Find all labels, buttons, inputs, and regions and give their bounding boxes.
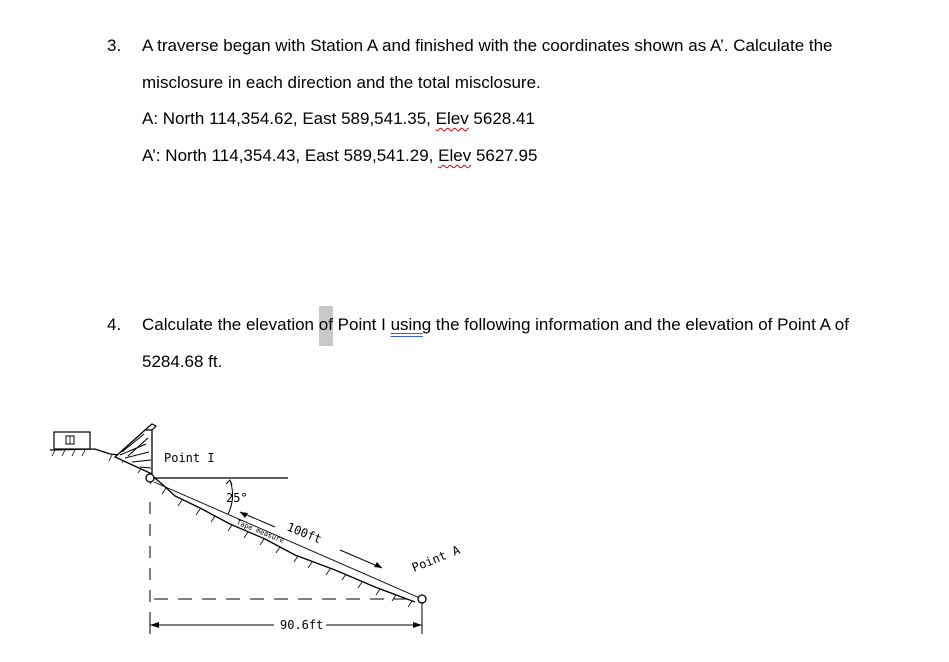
q4-highlight-of: of [319, 306, 333, 346]
slope-diagram [50, 412, 463, 642]
q3-station-a-prime-elev-value: 5627.95 [471, 146, 538, 165]
building-icon [54, 432, 90, 449]
q3-station-a-coords: A: North 114,354.62, East 589,541.35, [142, 109, 436, 128]
q4-text-part1: Calculate the elevation [142, 315, 319, 334]
ground-hatching [52, 450, 412, 607]
horizontal-distance-label: 90.6ft [280, 618, 324, 632]
q4-text-line2: 5284.68 ft. [142, 352, 223, 371]
q3-station-a-prime [142, 146, 537, 166]
point-a-label: Point A [409, 542, 463, 575]
slope-line [154, 482, 422, 599]
point-i-marker [146, 474, 154, 482]
q3-text-line1: A traverse began with Station A and finished with the coordinates shown as A’. Calculate the [142, 36, 833, 55]
q3-text-line2: misclosure in each direction and the total misclosure. [142, 73, 541, 92]
point-a-marker [418, 595, 426, 603]
q4-text-part2: Point I [332, 315, 391, 334]
q4-text-line1 [142, 315, 849, 335]
q3-station-a-elev-word: Elev [435, 109, 469, 128]
scaffold-structure [115, 424, 156, 474]
q3-station-a-prime-elev-word: Elev [438, 146, 472, 165]
q4-text-part3: the following information and the elevation of Point A of [431, 315, 849, 334]
q3-station-a-prime-coords: A’: North 114,354.43, East 589,541.29, [142, 146, 439, 165]
q3-number: 3. [107, 36, 122, 55]
ground-profile [50, 449, 415, 602]
q4-number: 4. [107, 315, 122, 334]
angle-label: 25° [226, 491, 248, 505]
slope-distance-label: 100ft [284, 519, 324, 547]
tape-measure-label: Tape measure [235, 518, 286, 545]
q4-using-word: using [390, 315, 432, 334]
q3-station-a [142, 109, 535, 129]
q3-station-a-elev-value: 5628.41 [468, 109, 535, 128]
point-i-label: Point I [164, 451, 215, 465]
